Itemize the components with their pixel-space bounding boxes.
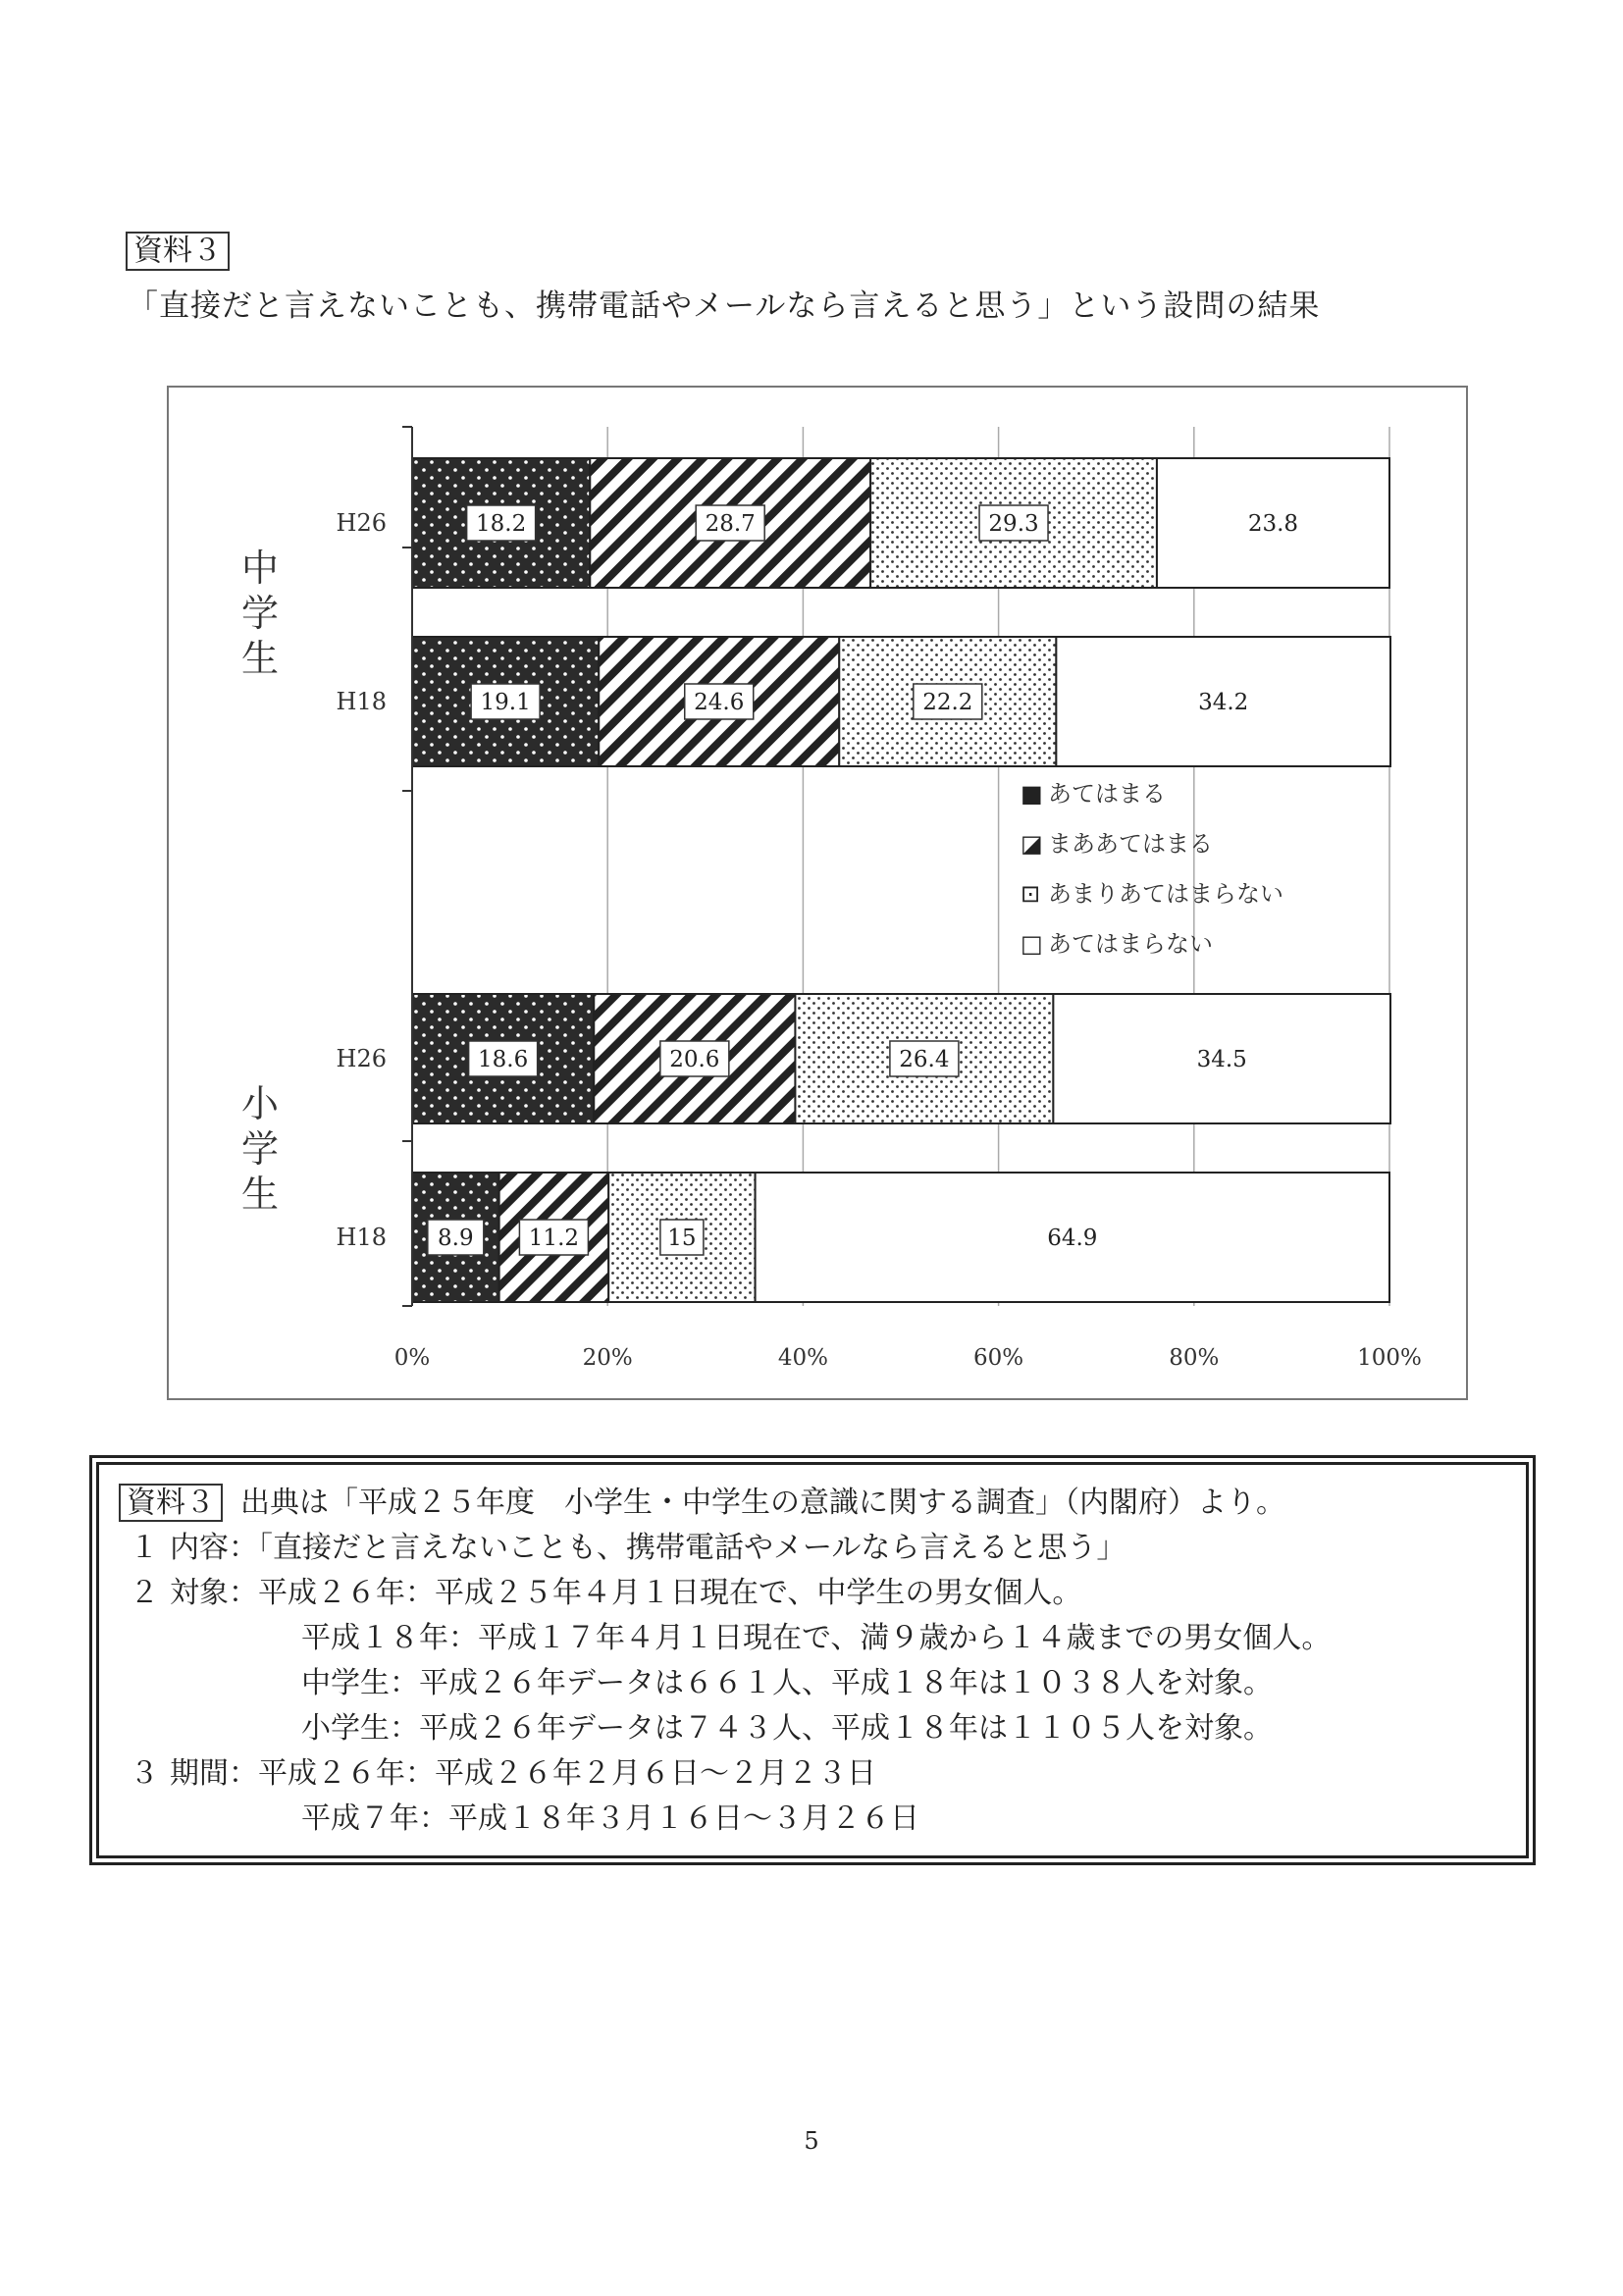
data-label: 29.3 — [988, 511, 1039, 537]
source-box — [96, 1462, 1529, 1858]
legend-label: あてはまらない — [1048, 930, 1213, 958]
legend — [1021, 780, 1283, 958]
source-item-2-line-4 — [119, 1706, 1506, 1751]
legend-marker: ⊡ — [1021, 880, 1041, 908]
category-label: H26 — [336, 1045, 387, 1072]
data-label: 28.7 — [705, 511, 756, 537]
source-item-3-line-2 — [119, 1797, 1506, 1842]
x-tick-label: 40% — [777, 1345, 828, 1371]
document-label: 資料３ — [126, 232, 230, 271]
source-item-1 — [119, 1526, 1506, 1571]
source-content — [119, 1481, 1506, 1842]
data-label: 23.8 — [1247, 511, 1299, 537]
data-label: 20.6 — [669, 1047, 720, 1072]
source-item-number: ２ — [130, 1576, 159, 1610]
source-header: 出典は「平成２５年度 小学生・中学生の意識に関する調査」（内閣府）より。 — [240, 1486, 1285, 1520]
x-tick-label: 0% — [393, 1345, 431, 1371]
source-item-2-line-2 — [119, 1616, 1506, 1661]
legend-label: あてはまる — [1048, 780, 1166, 808]
legend-marker: □ — [1021, 930, 1043, 958]
data-label: 18.2 — [476, 511, 527, 537]
x-tick-label: 60% — [973, 1345, 1024, 1371]
data-label: 34.5 — [1196, 1047, 1247, 1072]
source-item-2 — [119, 1571, 1506, 1616]
legend-marker: ■ — [1021, 780, 1043, 808]
source-header-line — [119, 1481, 1506, 1526]
category-label: H18 — [336, 688, 387, 715]
category-label: H26 — [336, 509, 387, 537]
data-label: 19.1 — [480, 690, 531, 715]
legend-label: まああてはまる — [1048, 830, 1213, 858]
legend-label: あまりあてはまらない — [1048, 880, 1283, 908]
document-title: 「直接だと言えないことも、携帯電話やメールなら言えると思う」という設問の結果 — [128, 288, 1321, 324]
legend-marker: ◪ — [1021, 830, 1043, 858]
stacked-bar-chart — [169, 388, 1466, 1398]
source-item-text: 小学生：平成２６年データは７４３人、平成１８年は１１０５人を対象。 — [301, 1711, 1273, 1746]
source-item-text: 期間：平成２６年：平成２６年２月６日～２月２３日 — [170, 1756, 876, 1791]
group-label-char: 中 — [240, 547, 280, 590]
x-tick-label: 20% — [582, 1345, 633, 1371]
x-tick-label: 100% — [1357, 1345, 1422, 1371]
source-item-text: 対象：平成２６年：平成２５年４月１日現在で、中学生の男女個人。 — [170, 1576, 1082, 1610]
page-number: 5 — [804, 2127, 819, 2155]
source-item-text: 平成７年：平成１８年３月１６日～３月２６日 — [301, 1801, 919, 1836]
data-label: 15 — [667, 1226, 697, 1251]
data-label: 64.9 — [1047, 1226, 1098, 1251]
source-label: 資料３ — [119, 1484, 223, 1522]
data-label: 26.4 — [899, 1047, 950, 1072]
source-item-number: １ — [130, 1531, 159, 1565]
category-label: H18 — [336, 1224, 387, 1251]
data-label: 34.2 — [1198, 690, 1249, 715]
group-label-char: 生 — [240, 637, 280, 680]
chart-frame — [167, 386, 1468, 1400]
source-item-number: ３ — [130, 1756, 159, 1791]
data-label: 8.9 — [438, 1226, 474, 1251]
group-label-char: 学 — [240, 592, 280, 635]
data-label: 22.2 — [922, 690, 973, 715]
source-item-text: 中学生：平成２６年データは６６１人、平成１８年は１０３８人を対象。 — [301, 1666, 1273, 1700]
x-tick-label: 80% — [1169, 1345, 1220, 1371]
group-label-char: 生 — [240, 1173, 280, 1216]
source-item-3 — [119, 1751, 1506, 1797]
data-label: 24.6 — [694, 690, 745, 715]
data-label: 11.2 — [528, 1226, 580, 1251]
source-item-text: 内容：「直接だと言えないことも、携帯電話やメールなら言えると思う」 — [170, 1531, 1126, 1565]
group-label-char: 小 — [240, 1082, 280, 1125]
source-item-2-line-3 — [119, 1661, 1506, 1706]
data-label: 18.6 — [478, 1047, 529, 1072]
source-item-text: 平成１８年：平成１７年４月１日現在で、満９歳から１４歳までの男女個人。 — [301, 1621, 1332, 1655]
group-label-char: 学 — [240, 1127, 280, 1171]
